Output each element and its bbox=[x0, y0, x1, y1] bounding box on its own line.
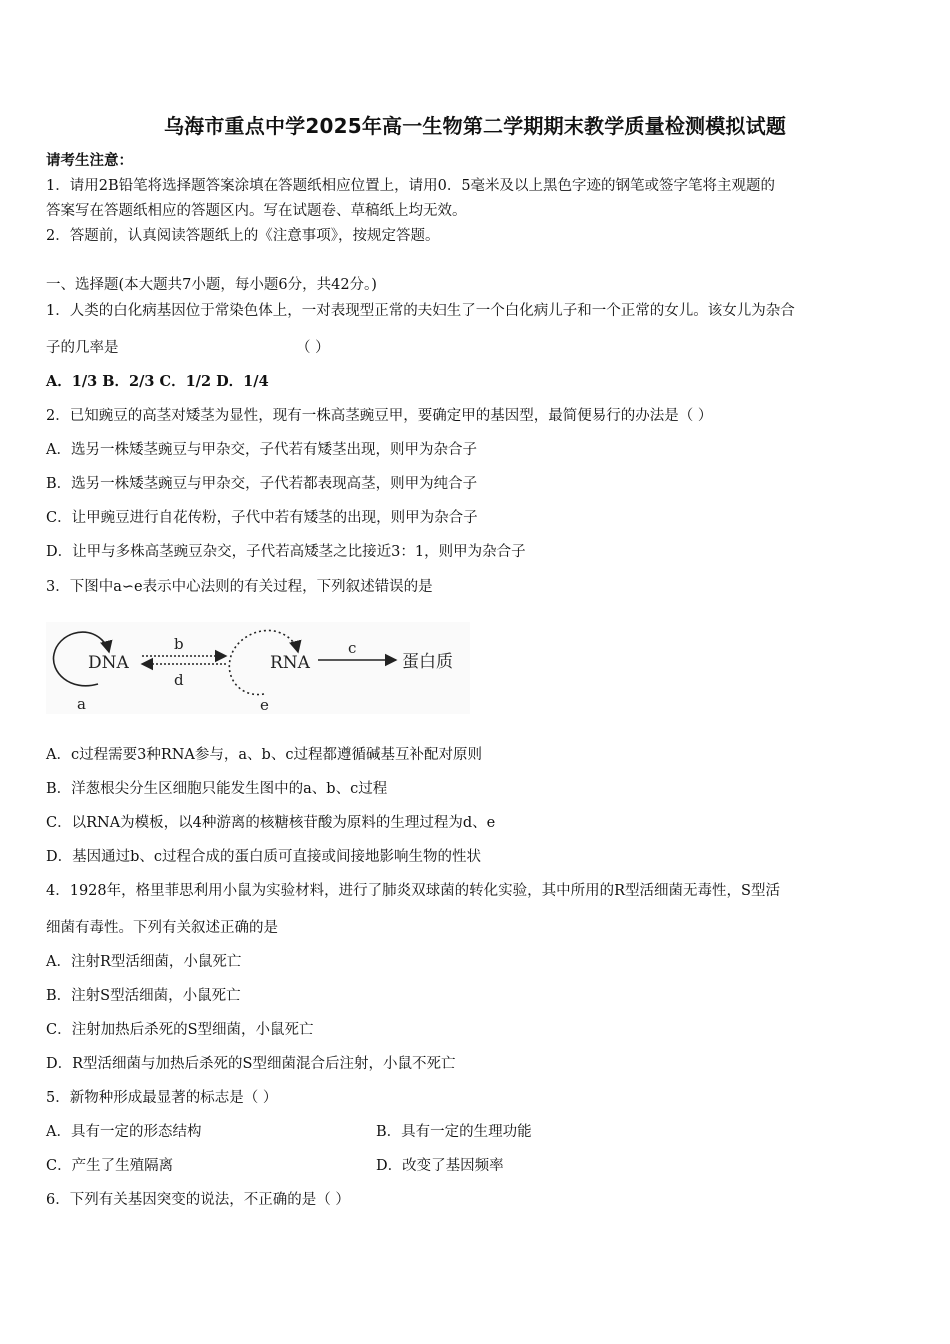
q2-option-d: D．让甲与多株高茎豌豆杂交，子代若高矮茎之比接近3：1，则甲为杂合子 bbox=[46, 544, 526, 560]
q5-stem: 5．新物种形成最显著的标志是（ ） bbox=[46, 1090, 278, 1106]
section-heading: 一、选择题(本大题共7小题，每小题6分，共42分。) bbox=[46, 277, 377, 293]
q1-answer-paren: （ ） bbox=[296, 340, 330, 356]
q4-option-a: A．注射R型活细菌，小鼠死亡 bbox=[46, 954, 242, 970]
protein-label: 蛋白质 bbox=[402, 652, 453, 672]
label-d: d bbox=[174, 671, 184, 689]
page-title: 乌海市重点中学2025年高一生物第二学期期末教学质量检测模拟试题 bbox=[163, 114, 787, 138]
q5-option-a: A．具有一定的形态结构 bbox=[46, 1124, 202, 1140]
q5-option-d: D．改变了基因频率 bbox=[376, 1158, 504, 1174]
q3-option-b: B．洋葱根尖分生区细胞只能发生图中的a、b、c过程 bbox=[46, 781, 388, 797]
label-c: c bbox=[348, 639, 357, 657]
label-b: b bbox=[174, 635, 184, 653]
notice-line-1: 1．请用2B铅笔将选择题答案涂填在答题纸相应位置上，请用0．5毫米及以上黑色字迹的钢笔或签字笔将主观题的 bbox=[46, 178, 776, 194]
dna-label: DNA bbox=[88, 653, 129, 673]
notice-heading: 请考生注意： bbox=[46, 152, 133, 169]
q2-option-b: B．选另一株矮茎豌豆与甲杂交，子代若都表现高茎，则甲为纯合子 bbox=[46, 476, 478, 492]
q4-option-c: C．注射加热后杀死的S型细菌，小鼠死亡 bbox=[46, 1022, 314, 1038]
q4-stem-2: 细菌有毒性。下列有关叙述正确的是 bbox=[46, 920, 278, 936]
central-dogma-diagram bbox=[46, 622, 470, 714]
q4-option-b: B．注射S型活细菌，小鼠死亡 bbox=[46, 988, 241, 1004]
q2-stem: 2．已知豌豆的高茎对矮茎为显性，现有一株高茎豌豆甲，要确定甲的基因型，最简便易行的办法是（ ） bbox=[46, 408, 713, 424]
q5-option-b: B．具有一定的生理功能 bbox=[376, 1124, 532, 1140]
q1-stem-1: 1．人类的白化病基因位于常染色体上，一对表现型正常的夫妇生了一个白化病儿子和一个正常的女儿。该女儿为杂合 bbox=[46, 303, 795, 319]
q3-option-a: A．c过程需要3种RNA参与，a、b、c过程都遵循碱基互补配对原则 bbox=[46, 747, 482, 763]
q2-option-a: A．选另一株矮茎豌豆与甲杂交，子代若有矮茎出现，则甲为杂合子 bbox=[46, 442, 477, 458]
q3-option-c: C．以RNA为模板，以4种游离的核糖核苷酸为原料的生理过程为d、e bbox=[46, 815, 496, 831]
label-e: e bbox=[260, 696, 269, 714]
notice-line-2: 答案写在答题纸相应的答题区内。写在试题卷、草稿纸上均无效。 bbox=[46, 203, 467, 219]
q1-options: A．1/3 B．2/3 C．1/2 D．1/4 bbox=[46, 373, 269, 390]
q1-stem-2: 子的几率是 bbox=[46, 340, 119, 356]
q4-stem-1: 4．1928年，格里菲思利用小鼠为实验材料，进行了肺炎双球菌的转化实验，其中所用的R型活细菌无毒性，S型活 bbox=[46, 883, 780, 899]
q2-option-c: C．让甲豌豆进行自花传粉，子代中若有矮茎的出现，则甲为杂合子 bbox=[46, 510, 478, 526]
q5-option-c: C．产生了生殖隔离 bbox=[46, 1158, 174, 1174]
notice-line-3: 2．答题前，认真阅读答题纸上的《注意事项》，按规定答题。 bbox=[46, 228, 440, 244]
q4-option-d: D．R型活细菌与加热后杀死的S型细菌混合后注射，小鼠不死亡 bbox=[46, 1056, 456, 1072]
q3-stem: 3．下图中a∽e表示中心法则的有关过程，下列叙述错误的是 bbox=[46, 579, 433, 595]
rna-label: RNA bbox=[270, 653, 310, 673]
q6-stem: 6．下列有关基因突变的说法，不正确的是（ ） bbox=[46, 1192, 350, 1208]
q3-option-d: D．基因通过b、c过程合成的蛋白质可直接或间接地影响生物的性状 bbox=[46, 849, 482, 865]
label-a: a bbox=[77, 695, 86, 713]
